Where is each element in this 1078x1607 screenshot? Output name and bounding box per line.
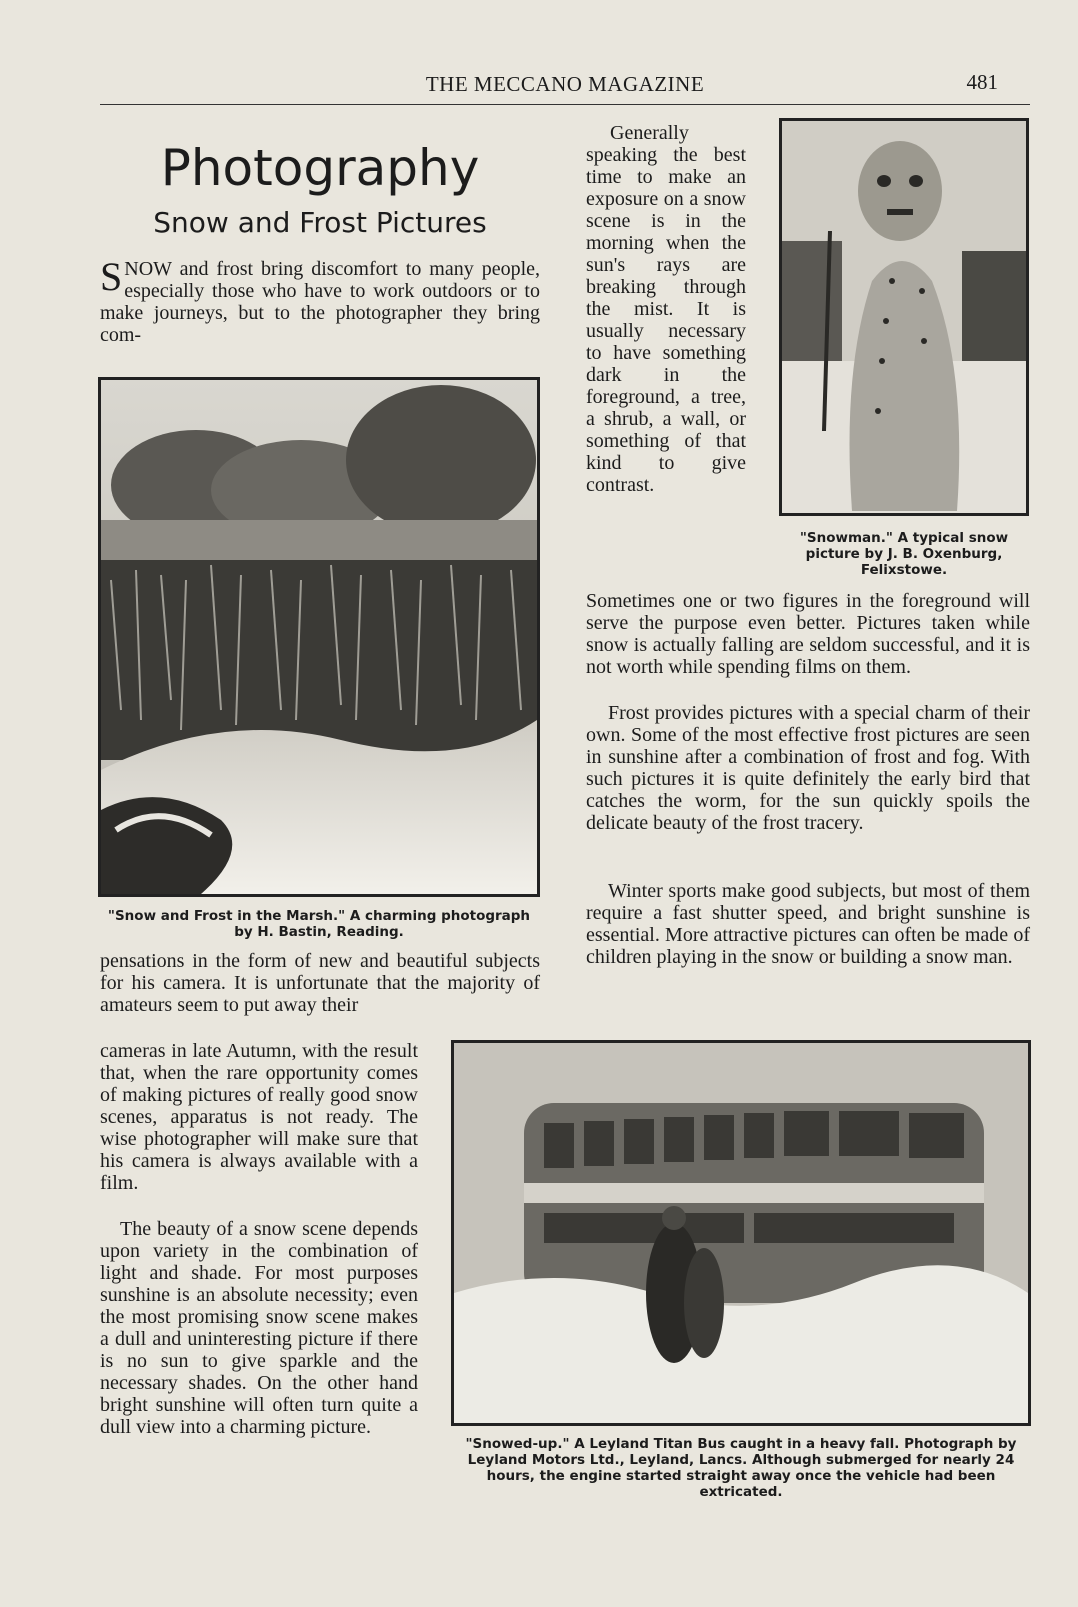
left-narrow-paragraph: cameras in late Autumn, with the result that, when the rare opportunity comes of making pictures of really good snow scenes, apparatus is not ready. The wise photographer will make sure that his camera is always available with a film. <box>100 1040 418 1194</box>
page-number: 481 <box>966 70 998 94</box>
marsh-photo <box>98 377 540 897</box>
winter-sports-paragraph: Winter sports make good subjects, but most of them require a fast shutter speed, and bright sunshine is essential. More attractive pictures can often be made of children playing in the snow or building a snow man. <box>586 880 1030 968</box>
beauty-paragraph: The beauty of a snow scene depends upon variety in the combination of light and shade. For most purposes sunshine is an absolute necessity; even the most promising snow scene makes a dull and uninteresting picture if there is no sun to give sparkle and the necessary shades. On the other hand bright sunshine will often turn quite a dull view into a charming picture. <box>100 1218 418 1438</box>
article-title: Photography <box>160 139 480 197</box>
drop-cap: S <box>100 254 123 299</box>
page-header <box>100 68 1030 105</box>
intro-paragraph <box>100 254 540 346</box>
snowman-photo <box>779 118 1029 516</box>
foreground-paragraph: Sometimes one or two figures in the foreground will serve the purpose even better. Pictures taken while snow is actually falling are seldom successful, and it is not worth while spending films on them. <box>586 590 1030 678</box>
frost-paragraph: Frost provides pictures with a special charm of their own. Some of the most effective frost pictures are seen in sunshine after a combination of frost and fog. With such pictures it is quite definitely the early bird that catches the worm, for the sun quickly spoils the delicate beauty of the frost tracery. <box>586 702 1030 834</box>
article-subtitle: Snow and Frost Pictures <box>153 206 487 239</box>
snowman-photo-image <box>782 121 1026 513</box>
bus-caption: "Snowed-up." A Leyland Titan Bus caught in a heavy fall. Photograph by Leyland Motors Ltd., Leyland, Lancs. Although submerged for nearly 24 hours, the engine started straight away once the vehicle had been extricated. <box>465 1436 1017 1500</box>
marsh-photo-image <box>101 380 537 894</box>
intro-text: NOW and frost bring discomfort to many people, especially those who have to work outdoors or to make journeys, but to the photographer they bring com- <box>100 258 540 346</box>
bus-photo <box>451 1040 1031 1426</box>
magazine-title: THE MECCANO MAGAZINE <box>425 72 705 96</box>
snowman-caption: "Snowman." A typical snow picture by J. B. Oxenburg, Felixstowe. <box>799 530 1009 578</box>
right-narrow-paragraph: Generally speaking the best time to make an exposure on a snow scene is in the morning when the sun's rays are breaking through the mist. It is usually necessary to have something dark in the foreground, a tree, a shrub, a wall, or something of that kind to give contrast. <box>586 122 746 496</box>
bus-photo-image <box>454 1043 1028 1423</box>
left-continued-paragraph: pensations in the form of new and beautiful subjects for his camera. It is unfortunate that the majority of amateurs seem to put away their <box>100 950 540 1016</box>
marsh-caption: "Snow and Frost in the Marsh." A charming photograph by H. Bastin, Reading. <box>107 908 531 940</box>
